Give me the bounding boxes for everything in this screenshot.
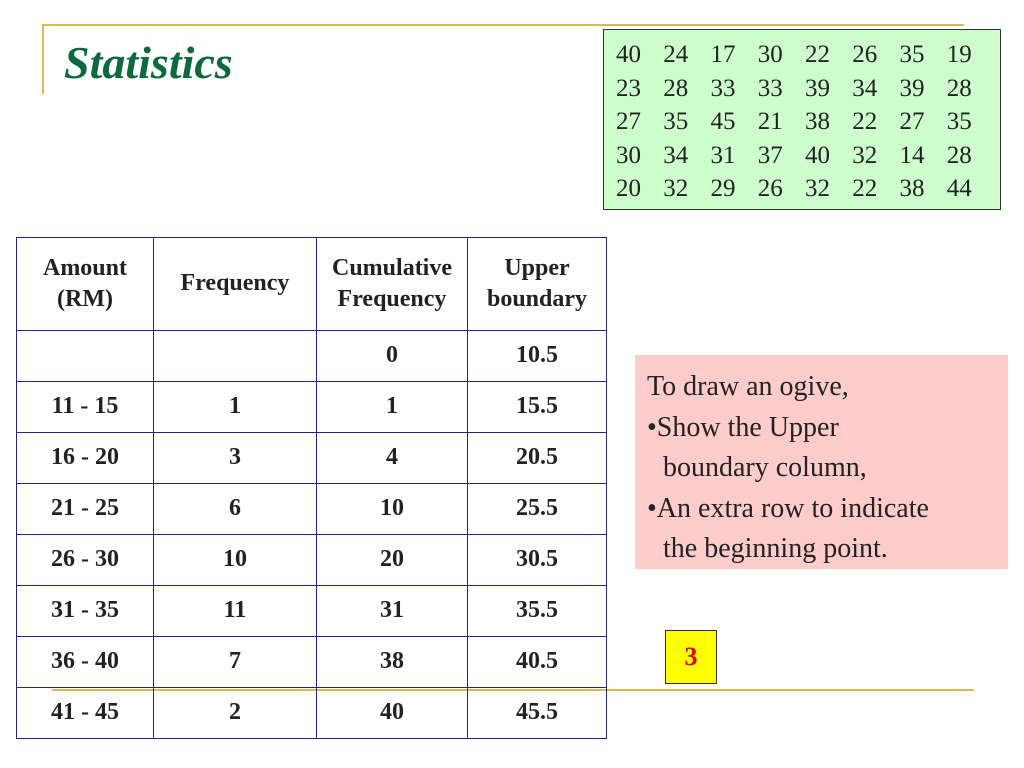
raw-data-value: 27 xyxy=(616,108,641,136)
raw-data-value: 32 xyxy=(852,141,878,169)
table-row xyxy=(17,382,607,433)
cell-frequency: 6 xyxy=(154,484,317,535)
header-upper-boundary: Upper boundary xyxy=(468,238,607,331)
raw-data-value: 31 xyxy=(710,141,736,169)
note-line: the beginning point. xyxy=(663,533,888,564)
cell-cumulative: 38 xyxy=(317,637,468,688)
raw-data-value: 35 xyxy=(899,41,925,69)
table-row xyxy=(17,688,607,739)
raw-data-value: 22 xyxy=(805,41,830,69)
raw-data-value: 44 xyxy=(946,175,972,203)
header-amount: Amount (RM) xyxy=(17,238,154,331)
cell-cumulative: 31 xyxy=(317,586,468,637)
raw-data-row xyxy=(616,172,994,206)
cell-amount: 41 - 45 xyxy=(17,688,154,739)
raw-data-value: 38 xyxy=(805,108,830,136)
raw-data-value: 22 xyxy=(852,108,878,136)
raw-data-value: 22 xyxy=(852,175,878,203)
cell-amount: 36 - 40 xyxy=(17,637,154,688)
raw-data-value: 26 xyxy=(852,41,878,69)
cell-cumulative: 4 xyxy=(317,433,468,484)
header-frequency: Frequency xyxy=(154,238,317,331)
raw-data-value: 35 xyxy=(946,108,972,136)
cell-upper: 20.5 xyxy=(468,433,607,484)
table-header-row xyxy=(17,238,607,331)
raw-data-value: 29 xyxy=(710,175,736,203)
cell-frequency: 10 xyxy=(154,535,317,586)
raw-data-value: 21 xyxy=(757,108,783,136)
raw-data-row xyxy=(616,38,994,72)
raw-data-value: 38 xyxy=(899,175,925,203)
cell-frequency xyxy=(154,331,317,382)
cell-frequency: 11 xyxy=(154,586,317,637)
cell-upper: 30.5 xyxy=(468,535,607,586)
cell-frequency: 1 xyxy=(154,382,317,433)
raw-data-value: 37 xyxy=(757,141,783,169)
cell-upper: 40.5 xyxy=(468,637,607,688)
header-cumulative-frequency: Cumulative Frequency xyxy=(317,238,468,331)
raw-data-value: 30 xyxy=(616,141,641,169)
cell-upper: 25.5 xyxy=(468,484,607,535)
raw-data-value: 24 xyxy=(663,41,689,69)
raw-data-value: 34 xyxy=(663,141,689,169)
raw-data-value: 27 xyxy=(899,108,925,136)
raw-data-value: 32 xyxy=(805,175,830,203)
raw-data-value: 40 xyxy=(805,141,830,169)
table-row xyxy=(17,586,607,637)
table-row xyxy=(17,484,607,535)
raw-data-value: 14 xyxy=(899,141,925,169)
raw-data-box xyxy=(603,29,1001,210)
note-line: To draw an ogive, xyxy=(647,371,849,402)
cell-frequency: 3 xyxy=(154,433,317,484)
raw-data-row xyxy=(616,105,994,139)
ogive-note-box xyxy=(635,355,1008,569)
cell-cumulative: 20 xyxy=(317,535,468,586)
raw-data-value: 35 xyxy=(663,108,689,136)
raw-data-value: 17 xyxy=(710,41,736,69)
raw-data-value: 19 xyxy=(946,41,972,69)
cell-frequency: 2 xyxy=(154,688,317,739)
note-line: •An extra row to indicate xyxy=(647,492,929,524)
frequency-table xyxy=(16,237,607,739)
raw-data-value: 26 xyxy=(757,175,783,203)
raw-data-value: 28 xyxy=(946,74,972,102)
raw-data-value: 28 xyxy=(946,141,972,169)
table-row xyxy=(17,331,607,382)
table-row xyxy=(17,433,607,484)
cell-amount xyxy=(17,331,154,382)
cell-upper: 45.5 xyxy=(468,688,607,739)
table-row xyxy=(17,637,607,688)
cell-cumulative: 1 xyxy=(317,382,468,433)
cell-upper: 10.5 xyxy=(468,331,607,382)
raw-data-value: 20 xyxy=(616,175,641,203)
cell-upper: 15.5 xyxy=(468,382,607,433)
table-row xyxy=(17,535,607,586)
cell-amount: 26 - 30 xyxy=(17,535,154,586)
raw-data-value: 39 xyxy=(899,74,925,102)
cell-upper: 35.5 xyxy=(468,586,607,637)
raw-data-row xyxy=(616,139,994,173)
left-accent-line xyxy=(42,24,44,94)
raw-data-value: 33 xyxy=(757,74,783,102)
raw-data-value: 28 xyxy=(663,74,689,102)
raw-data-value: 30 xyxy=(757,41,783,69)
note-line: •Show the Upper xyxy=(647,411,839,443)
cell-cumulative: 40 xyxy=(317,688,468,739)
top-accent-line xyxy=(42,24,964,26)
raw-data-value: 32 xyxy=(663,175,689,203)
raw-data-value: 34 xyxy=(852,74,878,102)
raw-data-value: 33 xyxy=(710,74,736,102)
raw-data-row xyxy=(616,72,994,106)
raw-data-value: 40 xyxy=(616,41,641,69)
cell-amount: 21 - 25 xyxy=(17,484,154,535)
cell-amount: 31 - 35 xyxy=(17,586,154,637)
note-line: boundary column, xyxy=(663,452,867,483)
raw-data-value: 45 xyxy=(710,108,736,136)
slide-title: Statistics xyxy=(64,37,233,88)
raw-data-value: 23 xyxy=(616,74,641,102)
cell-amount: 11 - 15 xyxy=(17,382,154,433)
cell-cumulative: 0 xyxy=(317,331,468,382)
cell-amount: 16 - 20 xyxy=(17,433,154,484)
cell-frequency: 7 xyxy=(154,637,317,688)
raw-data-value: 39 xyxy=(805,74,830,102)
cell-cumulative: 10 xyxy=(317,484,468,535)
page-number-badge: 3 xyxy=(665,630,717,684)
